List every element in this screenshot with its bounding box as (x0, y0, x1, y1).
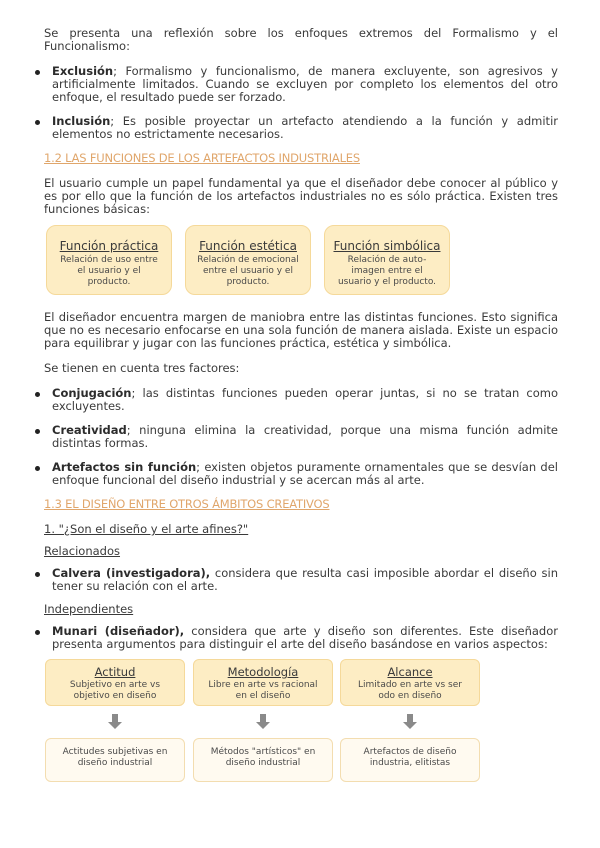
function-description: Relación de emocional entre el usuario y el producto. (197, 255, 299, 287)
arrow-down-icon (255, 714, 271, 730)
bullet-term: Artefactos sin función (52, 460, 197, 474)
bullet-term: Exclusión (52, 64, 114, 78)
aspect-result-box (193, 738, 333, 782)
factors-intro-paragraph: Se tienen en cuenta tres factores: (44, 361, 240, 375)
list-item (44, 567, 558, 593)
intro-paragraph: Se presenta una reflexión sobre los enfoques extremos del Formalismo y el Funcionalismo: (44, 26, 558, 53)
related-list (44, 567, 558, 593)
list-item (44, 461, 558, 487)
bullet-term: Munari (diseñador), (52, 624, 185, 638)
bullet-text: ; Formalismo y funcionalismo, de manera excluyente, son agresivos y artificialmente limitados. Cuando se excluyen por completo los elementos del otro enfoque, el resultado puede ser forzado. (52, 64, 558, 104)
function-title: Función estética (199, 239, 297, 253)
aspect-result: Métodos "artísticos" en diseño industrial (210, 747, 316, 768)
arrow-down-icon (402, 714, 418, 730)
aspect-description: Subjetivo en arte vs objetivo en diseño (69, 680, 161, 701)
section-title-1-3: 1.3 EL DISEÑO ENTRE OTROS ÁMBITOS CREATIVOS (44, 497, 330, 511)
aspect-result: Artefactos de diseño industria, elitistas (363, 747, 457, 768)
bullet-text: ; las distintas funciones pueden operar juntas, si no se tratan como excluyentes. (52, 386, 558, 413)
function-box-simbolica (324, 225, 450, 295)
designer-margin-paragraph: El diseñador encuentra margen de maniobra entre las distintas funciones. Esto significa que no es necesario enfocarse en una sola función de manera aislada. Existe un espacio para equilibrar y jugar con las funciones práctica, estética y simbólica. (44, 310, 558, 350)
bullet-text: considera que resulta casi imposible abordar el diseño sin tener su relación con el arte. (52, 566, 558, 593)
aspect-result-box (340, 738, 480, 782)
aspect-result-box (45, 738, 185, 782)
list-item (44, 625, 558, 651)
document-page (44, 27, 558, 789)
aspect-box-actitud (45, 659, 185, 706)
function-title: Función simbólica (333, 239, 441, 253)
question-heading: 1. "¿Son el diseño y el arte afines?" (44, 522, 249, 536)
bullet-term: Creatividad (52, 423, 127, 437)
aspect-result: Actitudes subjetivas en diseño industrial (62, 747, 168, 768)
aspect-title: Alcance (387, 665, 433, 679)
bullet-term: Inclusión (52, 114, 111, 128)
section-title-1-2: 1.2 LAS FUNCIONES DE LOS ARTEFACTOS INDUSTRIALES (44, 151, 360, 165)
function-description: Relación de auto-imagen entre el usuario y el producto. (337, 255, 437, 287)
aspect-box-alcance (340, 659, 480, 706)
list-item (44, 424, 558, 450)
approach-list (44, 65, 558, 141)
bullet-text: ; ninguna elimina la creatividad, porque una misma función admite distintas formas. (52, 423, 558, 450)
aspect-title: Actitud (94, 665, 136, 679)
aspect-title: Metodología (227, 665, 299, 679)
function-description: Relación de uso entre el usuario y el producto. (60, 255, 158, 287)
list-item (44, 65, 558, 104)
bullet-text: ; existen objetos puramente ornamentales que se desvían del enfoque funcional del diseño industrial y se acercan más al arte. (52, 460, 558, 487)
functions-intro-paragraph: El usuario cumple un papel fundamental ya que el diseñador debe conocer al público y es por ello que la función de los artefactos industriales no es sólo práctica. Existen tres funciones básicas: (44, 176, 558, 216)
aspect-description: Libre en arte vs racional en el diseño (208, 680, 318, 701)
arrow-down-icon (107, 714, 123, 730)
bullet-text: ; Es posible proyectar un artefacto atendiendo a la función y admitir elementos no estrictamente necesarios. (52, 114, 558, 141)
independent-label: Independientes (44, 602, 134, 616)
bullet-text: considera que arte y diseño son diferentes. Este diseñador presenta argumentos para distinguir el arte del diseño basándose en varios aspectos: (52, 624, 558, 651)
munari-aspects-diagram (44, 659, 558, 789)
function-box-practica (46, 225, 172, 295)
functions-diagram (46, 225, 558, 295)
related-label: Relacionados (44, 544, 121, 558)
list-item (44, 115, 558, 141)
function-box-estetica (185, 225, 311, 295)
aspect-description: Limitado en arte vs ser odo en diseño (358, 680, 462, 701)
factors-list (44, 387, 558, 487)
function-title: Función práctica (59, 239, 159, 253)
bullet-term: Conjugación (52, 386, 132, 400)
bullet-term: Calvera (investigadora), (52, 566, 211, 580)
aspect-box-metodologia (193, 659, 333, 706)
independent-list (44, 625, 558, 651)
list-item (44, 387, 558, 413)
